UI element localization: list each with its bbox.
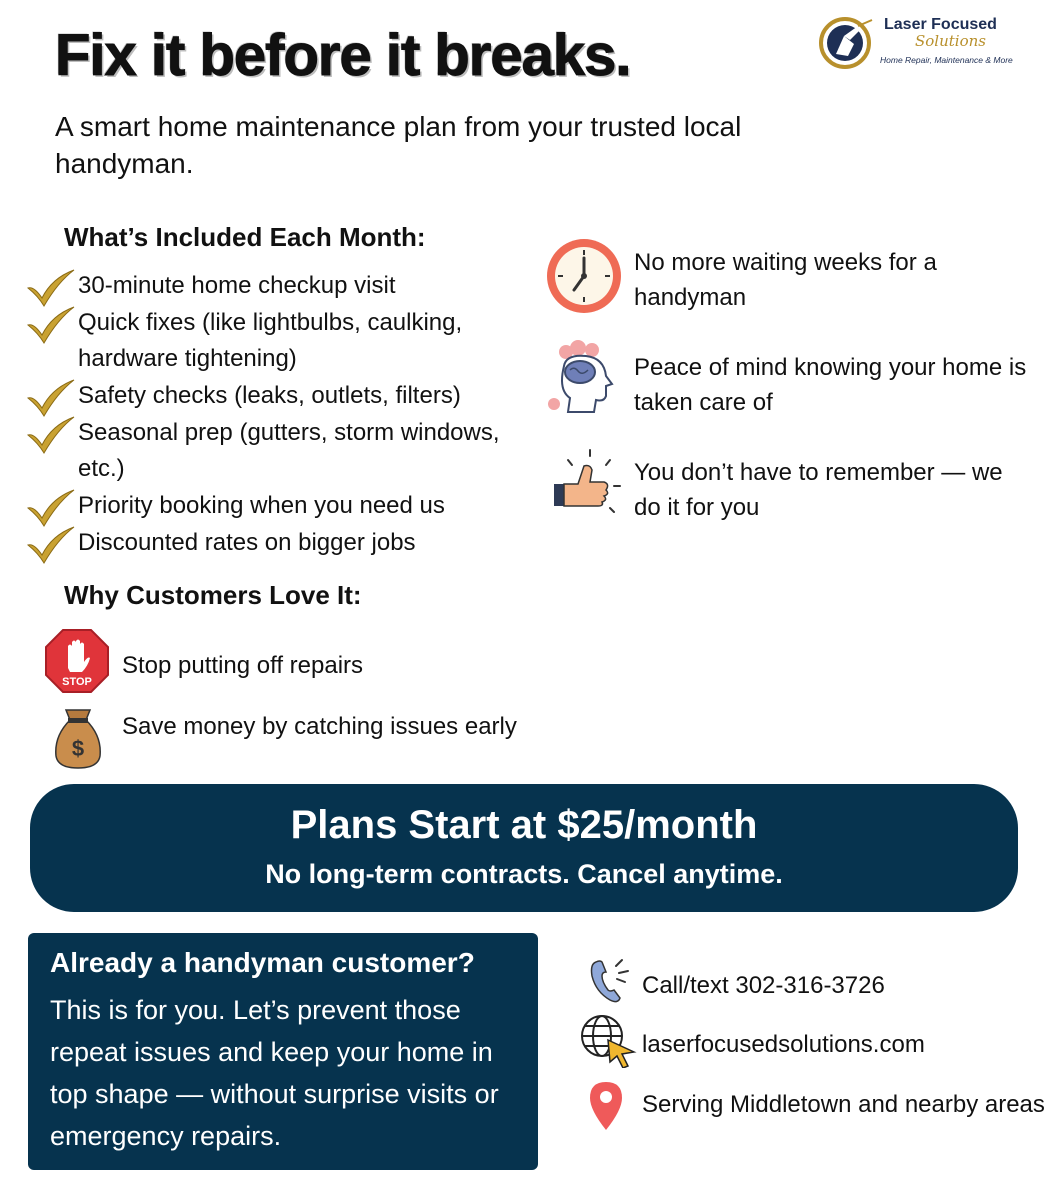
gold-checkmark-icon bbox=[24, 268, 76, 308]
brain-head-icon bbox=[544, 340, 624, 425]
phone-icon bbox=[586, 956, 632, 1011]
customer-panel bbox=[28, 933, 538, 1170]
logo-name-line1: Laser Focused bbox=[884, 16, 997, 33]
logo-emblem-icon bbox=[818, 14, 878, 72]
included-item-text: Seasonal prep (gutters, storm windows, etc.) bbox=[78, 419, 500, 482]
included-item bbox=[22, 378, 542, 414]
why-item-text: Save money by catching issues early bbox=[122, 713, 517, 740]
gold-checkmark-icon bbox=[24, 415, 76, 455]
included-item-text: Quick fixes (like lightbulbs, caulking, hardware tightening) bbox=[78, 309, 463, 372]
included-item bbox=[22, 415, 542, 487]
customer-panel-title: Already a handyman customer? bbox=[50, 947, 475, 978]
included-item-text: Discounted rates on bigger jobs bbox=[78, 529, 416, 556]
logo-tagline: Home Repair, Maintenance & More bbox=[880, 55, 1013, 65]
gold-checkmark-icon bbox=[24, 525, 76, 565]
included-title: What’s Included Each Month: bbox=[64, 222, 426, 252]
gold-checkmark-icon bbox=[24, 305, 76, 345]
included-item-text: Priority booking when you need us bbox=[78, 492, 445, 519]
money-bag-icon bbox=[52, 706, 104, 775]
logo-name-line2: Solutions bbox=[915, 32, 986, 50]
pricing-title: Plans Start at $25/month bbox=[290, 803, 758, 847]
included-item bbox=[22, 268, 542, 304]
pricing-banner bbox=[30, 784, 1018, 912]
contact-phone[interactable]: Call/text 302-316-3726 bbox=[642, 972, 885, 999]
why-title: Why Customers Love It: bbox=[64, 580, 362, 610]
contact-website[interactable]: laserfocusedsolutions.com bbox=[642, 1031, 925, 1058]
pricing-subtitle: No long-term contracts. Cancel anytime. bbox=[265, 859, 783, 889]
gold-checkmark-icon bbox=[24, 488, 76, 528]
included-item bbox=[22, 488, 542, 524]
page-headline: Fix it before it breaks. bbox=[55, 23, 631, 88]
included-item bbox=[22, 305, 542, 377]
svg-text:$: $ bbox=[71, 736, 85, 761]
stop-badge-text: STOP bbox=[62, 676, 92, 688]
included-item-text: Safety checks (leaks, outlets, filters) bbox=[78, 382, 461, 409]
benefit-text: Peace of mind knowing your home is taken care of bbox=[634, 354, 1027, 416]
thumbs-up-icon bbox=[548, 446, 624, 527]
page-subheadline: A smart home maintenance plan from your trusted local handyman. bbox=[55, 111, 742, 179]
stop-sign-icon bbox=[44, 628, 110, 699]
clock-icon bbox=[544, 236, 624, 321]
benefit-text: No more waiting weeks for a handyman bbox=[634, 249, 937, 311]
benefit-text: You don’t have to remember — we do it for you bbox=[634, 459, 1003, 521]
gold-checkmark-icon bbox=[24, 378, 76, 418]
contact-service-area: Serving Middletown and nearby areas bbox=[642, 1091, 1045, 1118]
customer-panel-body: This is for you. Let’s prevent those repeat issues and keep your home in top shape — without surprise visits or emergency repairs. bbox=[50, 995, 499, 1151]
included-item-text: 30-minute home checkup visit bbox=[78, 272, 396, 299]
globe-cursor-icon bbox=[578, 1012, 638, 1073]
location-pin-icon bbox=[588, 1080, 624, 1137]
included-list bbox=[22, 268, 542, 562]
why-item-text: Stop putting off repairs bbox=[122, 652, 364, 679]
included-item bbox=[22, 525, 542, 561]
